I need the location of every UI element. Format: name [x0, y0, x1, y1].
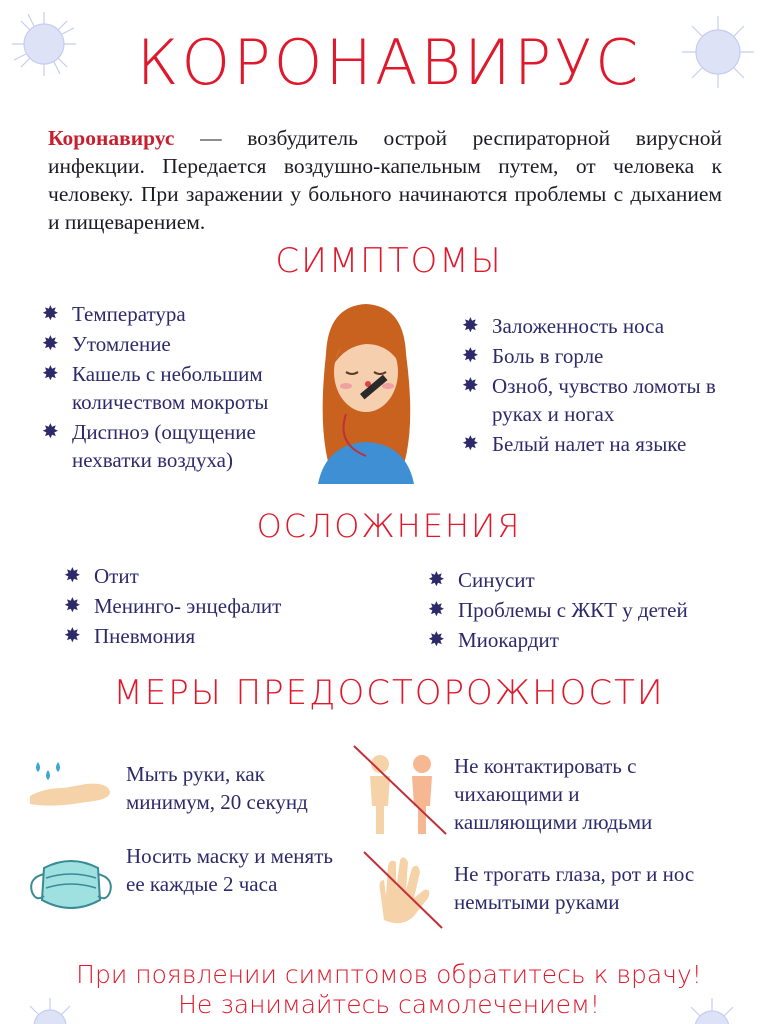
complications-left-list	[64, 562, 364, 652]
star-icon: ✸	[462, 345, 479, 367]
intro-term: Коронавирус	[48, 126, 175, 150]
list-item: ✸ Миокардит	[428, 628, 559, 652]
washing-hands-icon	[24, 752, 114, 812]
star-icon: ✸	[462, 375, 479, 397]
page-title: КОРОНАВИРУС	[136, 26, 642, 99]
star-icon: ✸	[42, 333, 59, 355]
star-icon: ✸	[64, 565, 81, 587]
complications-heading: ОСЛОЖНЕНИЯ	[256, 507, 522, 545]
sick-woman-illustration	[306, 294, 426, 494]
star-icon: ✸	[42, 363, 59, 385]
symptoms-heading: СИМПТОМЫ	[275, 241, 503, 281]
list-item: ✸ Отит	[64, 564, 139, 588]
star-icon: ✸	[428, 629, 445, 651]
wash-hands-text: Мыть руки, как минимум, 20 секунд	[126, 762, 308, 814]
star-icon: ✸	[42, 421, 59, 443]
list-item: ✸ Утомление	[42, 332, 171, 356]
no-touch-text: Не трогать глаза, рот и нос немытыми руками	[454, 862, 695, 914]
list-item: ✸ Диспноэ (ощущение нехватки воздуха)	[42, 420, 256, 472]
star-icon: ✸	[428, 599, 445, 621]
symptoms-left-list	[42, 300, 312, 476]
star-icon: ✸	[64, 625, 81, 647]
footer-warning-1: При появлении симптомов обратитесь к врачу!	[76, 960, 702, 989]
list-item: ✸ Проблемы с ЖКТ у детей	[428, 598, 688, 622]
no-touching-face-icon	[362, 850, 444, 930]
symptoms-right-list	[462, 312, 762, 460]
list-item: ✸ Озноб, чувство ломоты в руках и ногах	[462, 374, 716, 426]
list-item: ✸ Температура	[42, 302, 186, 326]
list-item: ✸ Кашель с небольшим количеством мокроты	[42, 362, 269, 414]
complications-right-list	[428, 566, 748, 656]
list-item: ✸ Пневмония	[64, 624, 196, 648]
footer-warning-2: Не занимайтесь самолечением!	[178, 990, 600, 1019]
no-contact-icon	[350, 742, 450, 838]
precautions-heading: МЕРЫ ПРЕДОСТОРОЖНОСТИ	[113, 673, 665, 713]
list-item: ✸ Синусит	[428, 568, 535, 592]
star-icon: ✸	[462, 433, 479, 455]
intro-paragraph	[48, 124, 722, 236]
star-icon: ✸	[64, 595, 81, 617]
list-item: ✸ Менинго- энцефалит	[64, 594, 282, 618]
list-item: ✸ Боль в горле	[462, 344, 604, 368]
no-contact-text: Не контактировать с чихающими и кашляющими людьми	[454, 754, 653, 834]
intro-text: — возбудитель острой респираторной вирусной инфекции. Передается воздушно-капельным путем, от человека к человеку. При заражении у больного начинаются проблемы с дыханием и пищеварением.	[48, 126, 722, 234]
face-mask-icon	[26, 844, 116, 924]
star-icon: ✸	[42, 303, 59, 325]
star-icon: ✸	[462, 315, 479, 337]
list-item: ✸ Белый налет на языке	[462, 432, 687, 456]
star-icon: ✸	[428, 569, 445, 591]
list-item: ✸ Заложенность носа	[462, 314, 665, 338]
mask-text: Носить маску и менять ее каждые 2 часа	[126, 844, 333, 896]
